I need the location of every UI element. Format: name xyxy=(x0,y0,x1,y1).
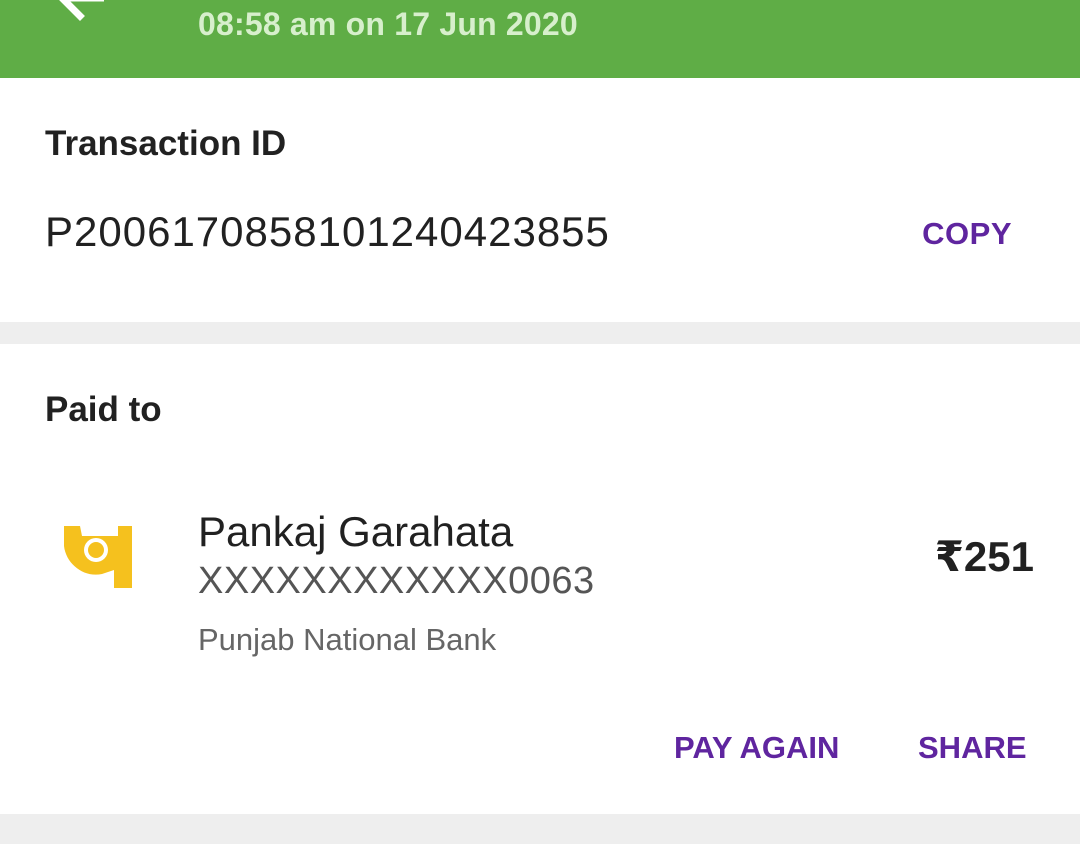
back-arrow-icon[interactable] xyxy=(50,0,106,22)
paid-to-label: Paid to xyxy=(45,390,162,429)
paid-to-card xyxy=(0,344,1080,814)
share-button[interactable]: SHARE xyxy=(918,730,1027,765)
payee-bank-name: Punjab National Bank xyxy=(198,622,497,657)
transaction-header xyxy=(0,0,1080,78)
copy-button[interactable]: COPY xyxy=(922,216,1012,251)
payee-account-number: XXXXXXXXXXXX0063 xyxy=(198,560,595,602)
pay-again-button[interactable]: PAY AGAIN xyxy=(674,730,840,765)
transaction-id-card xyxy=(0,78,1080,322)
payee-name: Pankaj Garahata xyxy=(198,508,514,555)
payment-amount: ₹251 xyxy=(934,533,1034,580)
transaction-id-label: Transaction ID xyxy=(45,124,287,163)
transaction-id-value: P2006170858101240423855 xyxy=(45,208,610,255)
transaction-timestamp: 08:58 am on 17 Jun 2020 xyxy=(198,6,578,42)
bank-logo-icon xyxy=(62,520,134,592)
